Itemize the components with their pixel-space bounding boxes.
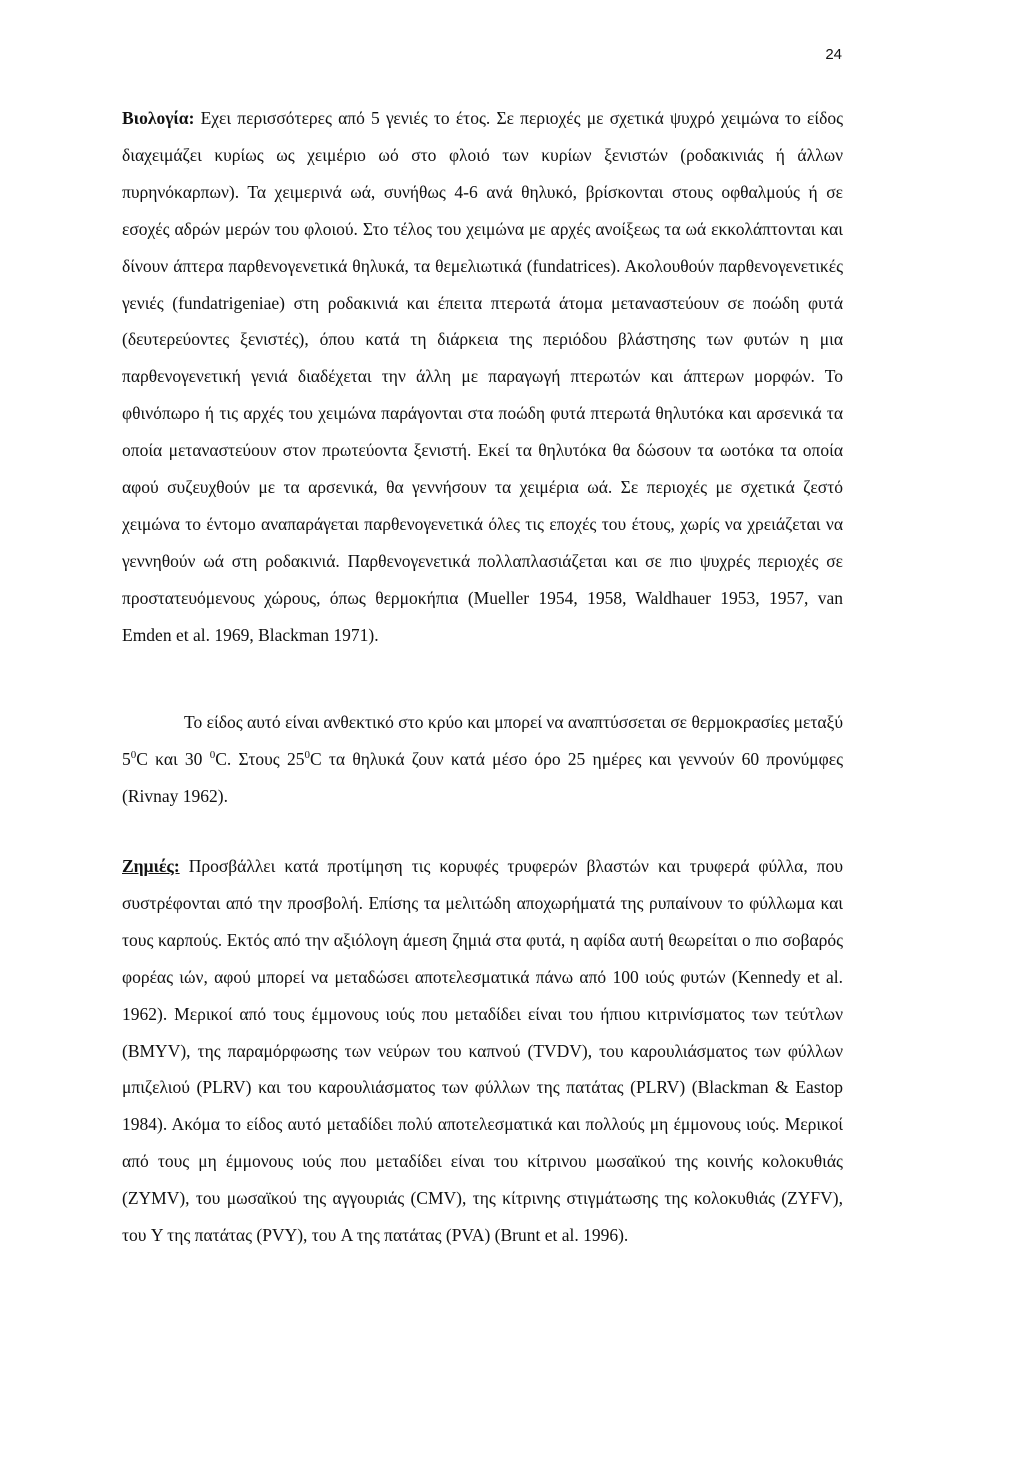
degree-superscript-2: 0: [209, 749, 216, 762]
temperature-text-part3: C. Στους 25: [215, 748, 305, 769]
damage-paragraph: [122, 848, 843, 1254]
temperature-paragraph: [122, 704, 843, 815]
degree-superscript-3: 0: [304, 749, 310, 762]
biology-paragraph: [122, 100, 843, 654]
damage-text: Προσβάλλει κατά προτίμηση τις κορυφές τρυφερών βλαστών και τρυφερά φύλλα, που συστρέφονται από την προσβολή. Επίσης τα μελιτώδη αποχωρήματά της ρυπαίνουν το φύλλωμα και τους καρπούς. Εκτός από την αξιόλογη άμεση ζημιά στα φυτά, η αφίδα αυτή θεωρείται ο πιο σοβαρός φορέας ιών, αφού μπορεί να μεταδώσει αποτελεσματικά πάνω από 100 ιούς φυτών (Kennedy et al. 1962). Μερικοί από τους έμμονους ιούς που μεταδίδει είναι του ήπιου κιτρινίσματος των τεύτλων (BMYV), της παραμόρφωσης των νεύρων του καπνού (TVDV), του καρουλιάσματος των φύλλων μπιζελιού (PLRV) και του καρουλιάσματος των φύλλων της πατάτας (PLRV) (Blackman & Eastop 1984). Ακόμα το είδος αυτό μεταδίδει πολύ αποτελεσματικά και πολλούς μη έμμονους ιούς. Μερικοί από τους μη έμμονους ιούς που μεταδίδει είναι του κίτρινου μωσαϊκού της κοινής κολοκυθιάς (ZYMV), του μωσαϊκού της αγγουριάς (CMV), της κίτρινης στιγμάτωσης της κολοκυθιάς (ZYFV), του Y της πατάτας (PVY), του A της πατάτας (PVA) (Brunt et al. 1996).: [122, 856, 843, 1246]
biology-text: Εχει περισσότερες από 5 γενιές το έτος. Σε περιοχές με σχετικά ψυχρό χειμώνα το είδος διαχειμάζει κυρίως ως χειμέριο ωό στο φλοιό των κυρίων ξενιστών (ροδακινιάς ή άλλων πυρηνόκαρπων). Τα χειμερινά ωά, συνήθως 4-6 ανά θηλυκό, βρίσκονται στους οφθαλμούς ή σε εσοχές αδρών μερών του φλοιού. Στο τέλος του χειμώνα με αρχές ανοίξεως τα ωά εκκολάπτονται και δίνουν άπτερα παρθενογενετικά θηλυκά, τα θεμελιωτικά (fundatrices). Ακολουθούν παρθενογενετικές γενιές (fundatrigeniae) στη ροδακινιά και έπειτα πτερωτά άτομα μεταναστεύουν σε ποώδη φυτά (δευτερεύοντες ξενιστές), όπου κατά τη διάρκεια της περιόδου βλάστησης των φυτών η μια παρθενογενετική γενιά διαδέχεται την άλλη με παραγωγή πτερωτών και άπτερων μορφών. Το φθινόπωρο ή τις αρχές του χειμώνα παράγονται στα ποώδη φυτά πτερωτά θηλυτόκα και αρσενικά τα οποία μεταναστεύουν στον πρωτεύοντα ξενιστή. Εκεί τα θηλυτόκα θα δώσουν τα ωοτόκα τα οποία αφού συζευχθούν με τα αρσενικά, θα γεννήσουν τα χειμέρια ωά. Σε περιοχές με σχετικά ζεστό χειμώνα το έντομο αναπαράγεται παρθενογενετικά όλες τις εποχές του έτους, χωρίς να χρειάζεται να γεννηθούν ωά στη ροδακινιά. Παρθενογενετικά πολλαπλασιάζεται και σε πιο ψυχρές περιοχές σε προστατευόμενους χώρους, όπως θερμοκήπια (Mueller 1954, 1958, Waldhauer 1953, 1957, van Emden et al. 1969, Blackman 1971).: [122, 108, 843, 645]
temperature-text-part1: Το είδος αυτό είναι ανθεκτικό στο κρύο και μπορεί να αναπτύσσεται σε θερμοκρασίες μεταξύ 5: [122, 712, 843, 769]
temperature-text-part2: C και 30: [136, 748, 210, 769]
damage-label: Ζημιές:: [122, 856, 180, 876]
temperature-text-part4: C τα θηλυκά ζουν κατά μέσο όρο 25 ημέρες και γεννούν 60 προνύμφες (Rivnay 1962).: [122, 748, 844, 806]
page-number: 24: [825, 46, 842, 63]
biology-label: Βιολογία:: [122, 108, 195, 128]
degree-superscript-1: 0: [130, 749, 137, 762]
